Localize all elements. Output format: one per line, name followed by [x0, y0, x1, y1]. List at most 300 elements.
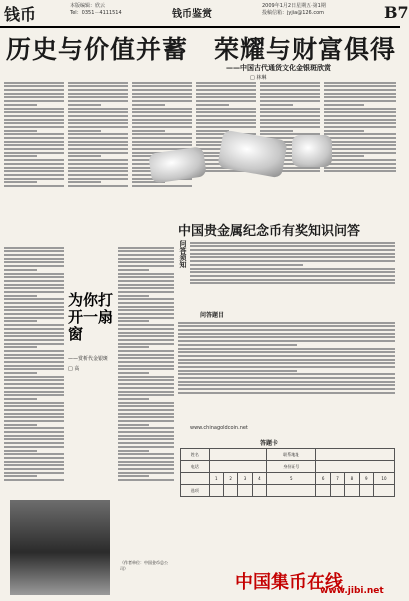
text-line	[118, 250, 174, 252]
text-line	[178, 359, 395, 361]
text-line	[118, 269, 149, 271]
text-line	[178, 384, 395, 386]
text-line	[68, 104, 101, 106]
text-line	[324, 144, 396, 146]
text-line	[178, 348, 395, 350]
text-line	[4, 446, 64, 448]
questions-label: 问答题目	[200, 312, 225, 319]
text-line	[4, 306, 64, 308]
text-line	[324, 89, 396, 91]
text-line	[178, 355, 395, 357]
text-line	[4, 82, 64, 84]
site-watermark-url: www.jibi.net	[320, 586, 384, 596]
text-line	[4, 453, 64, 455]
question-number: 1	[209, 473, 223, 485]
answer-cell[interactable]	[373, 485, 394, 497]
text-line	[118, 280, 174, 282]
text-line	[118, 335, 174, 337]
answer-cell[interactable]	[359, 485, 373, 497]
newspaper-logo: 钱币	[4, 5, 37, 24]
text-line	[324, 163, 396, 165]
contest-questions	[178, 320, 395, 430]
site-watermark: 中国集币在线	[235, 572, 343, 593]
text-line	[4, 402, 64, 404]
text-line	[4, 185, 64, 187]
text-line	[118, 416, 174, 418]
question-number: 5	[267, 473, 316, 485]
answer-cell[interactable]	[238, 485, 252, 497]
text-line	[324, 126, 396, 128]
text-line	[118, 450, 149, 452]
contest-title: 中国贵金属纪念币有奖知识问答	[178, 224, 361, 239]
text-line	[324, 137, 396, 139]
text-line	[118, 372, 149, 374]
text-line	[324, 119, 396, 121]
text-line	[178, 325, 395, 327]
text-line	[118, 479, 174, 481]
text-line	[132, 111, 192, 113]
text-line	[68, 148, 128, 150]
text-line	[4, 163, 64, 165]
text-line	[118, 357, 174, 359]
silver-ingot-image	[292, 135, 332, 167]
text-line	[68, 152, 128, 154]
text-line	[4, 328, 64, 330]
text-line	[68, 111, 128, 113]
text-column	[68, 80, 128, 240]
text-line	[118, 346, 149, 348]
text-line	[260, 89, 320, 91]
text-line	[4, 464, 64, 466]
text-line	[260, 82, 320, 84]
text-line	[4, 178, 64, 180]
text-line	[4, 332, 64, 334]
text-line	[178, 392, 395, 394]
contest-website: www.chinagoldcoin.net	[190, 425, 248, 431]
text-line	[118, 291, 174, 293]
text-line	[260, 115, 320, 117]
text-line	[190, 242, 395, 244]
text-line	[178, 370, 297, 372]
answer-card-title: 答题卡	[260, 440, 279, 447]
text-line	[4, 130, 37, 132]
text-line	[118, 442, 174, 444]
text-line	[4, 391, 64, 393]
text-line	[4, 261, 64, 263]
text-line	[132, 144, 192, 146]
text-line	[118, 464, 174, 466]
text-line	[4, 174, 64, 176]
text-line	[132, 141, 192, 143]
text-line	[118, 298, 174, 300]
text-line	[118, 472, 174, 474]
text-line	[132, 93, 192, 95]
text-line	[68, 100, 128, 102]
sidebar-heading: 为你打开一扇窗	[68, 291, 114, 343]
text-line	[68, 185, 128, 187]
text-line	[196, 115, 256, 117]
text-line	[4, 280, 64, 282]
text-line	[68, 133, 128, 135]
text-line	[4, 148, 64, 150]
text-line	[118, 409, 174, 411]
text-line	[4, 350, 64, 352]
text-line	[4, 115, 64, 117]
text-line	[4, 442, 64, 444]
text-line	[324, 115, 396, 117]
answer-cell[interactable]	[330, 485, 344, 497]
text-line	[4, 339, 64, 341]
text-line	[196, 122, 256, 124]
text-line	[4, 152, 64, 154]
text-line	[196, 108, 256, 110]
text-line	[4, 461, 64, 463]
question-number: 10	[373, 473, 394, 485]
text-line	[4, 170, 64, 172]
text-line	[4, 108, 64, 110]
card-label	[181, 473, 210, 485]
text-line	[118, 309, 174, 311]
text-line	[118, 387, 174, 389]
text-line	[260, 119, 320, 121]
text-line	[196, 100, 256, 102]
text-line	[118, 332, 174, 334]
article-subtitle: ——中国古代通货文化金银斑欣赏	[226, 64, 331, 72]
text-line	[324, 104, 364, 106]
text-line	[324, 111, 396, 113]
text-line	[324, 82, 396, 84]
text-line	[4, 273, 64, 275]
text-line	[4, 167, 64, 169]
text-line	[190, 275, 395, 277]
text-line	[4, 387, 64, 389]
text-line	[178, 381, 395, 383]
text-line	[118, 435, 174, 437]
text-line	[4, 376, 64, 378]
text-line	[196, 104, 229, 106]
editor-info	[70, 3, 122, 17]
text-line	[4, 472, 64, 474]
text-line	[260, 126, 320, 128]
text-column	[4, 80, 64, 240]
text-line	[178, 329, 395, 331]
answer-cell[interactable]	[316, 485, 330, 497]
text-line	[190, 264, 303, 266]
text-line	[196, 96, 256, 98]
text-line	[4, 287, 64, 289]
text-line	[118, 284, 174, 286]
text-line	[4, 405, 64, 407]
text-line	[118, 320, 149, 322]
text-line	[324, 141, 396, 143]
text-line	[68, 122, 128, 124]
answer-cell[interactable]	[345, 485, 359, 497]
text-line	[4, 133, 64, 135]
text-line	[118, 383, 174, 385]
text-line	[260, 100, 320, 102]
text-line	[178, 344, 297, 346]
text-line	[118, 287, 174, 289]
text-line	[68, 126, 128, 128]
text-line	[4, 365, 64, 367]
text-line	[68, 141, 128, 143]
text-line	[178, 340, 395, 342]
text-line	[4, 468, 64, 470]
text-line	[118, 427, 174, 429]
text-line	[4, 409, 64, 411]
text-line	[132, 133, 192, 135]
text-line	[118, 402, 174, 404]
text-line	[118, 317, 174, 319]
text-line	[260, 104, 293, 106]
text-line	[68, 85, 128, 87]
text-line	[190, 245, 395, 247]
text-line	[4, 383, 64, 385]
question-number: 9	[359, 473, 373, 485]
text-line	[132, 126, 192, 128]
card-input[interactable]	[316, 461, 395, 473]
text-line	[324, 159, 396, 161]
text-line	[190, 268, 395, 270]
text-line	[4, 475, 37, 477]
text-line	[68, 167, 128, 169]
card-input[interactable]	[209, 461, 267, 473]
text-line	[196, 93, 256, 95]
text-line	[4, 295, 37, 297]
text-line	[178, 336, 395, 338]
text-line	[4, 159, 64, 161]
card-label: 姓名	[181, 449, 210, 461]
text-line	[4, 96, 64, 98]
text-line	[118, 247, 174, 249]
text-line	[4, 298, 64, 300]
text-line	[4, 320, 37, 322]
text-line	[4, 258, 64, 260]
text-line	[324, 167, 396, 169]
text-line	[4, 343, 64, 345]
text-line	[178, 362, 395, 364]
text-line	[196, 89, 256, 91]
text-line	[118, 368, 174, 370]
text-line	[118, 446, 174, 448]
text-line	[132, 130, 165, 132]
text-line	[4, 416, 64, 418]
text-line	[4, 155, 37, 157]
answer-cell[interactable]	[223, 485, 237, 497]
text-line	[4, 450, 37, 452]
text-line	[324, 108, 396, 110]
text-line	[190, 253, 395, 255]
text-line	[4, 368, 64, 370]
card-row	[181, 485, 395, 497]
text-line	[4, 302, 64, 304]
text-line	[132, 89, 192, 91]
article-title: 历史与价值并蓄 荣耀与财富俱得	[6, 35, 397, 64]
text-line	[4, 427, 64, 429]
answer-cell[interactable]	[252, 485, 266, 497]
card-label: 电话	[181, 461, 210, 473]
text-line	[4, 137, 64, 139]
question-number: 2	[223, 473, 237, 485]
text-line	[190, 279, 395, 281]
text-line	[260, 93, 320, 95]
sidebar-byline: □ 高	[68, 366, 80, 372]
text-line	[118, 394, 174, 396]
text-line	[118, 343, 174, 345]
text-line	[118, 461, 174, 463]
text-line	[4, 254, 64, 256]
text-line	[118, 361, 174, 363]
text-line	[4, 379, 64, 381]
text-line	[68, 82, 128, 84]
text-line	[118, 468, 174, 470]
text-line	[4, 141, 64, 143]
answer-cell[interactable]	[209, 485, 223, 497]
text-line	[118, 261, 174, 263]
text-line	[118, 391, 174, 393]
article-author: □ 林琳	[250, 75, 267, 81]
text-line	[4, 247, 64, 249]
text-line	[118, 354, 174, 356]
text-line	[178, 351, 395, 353]
question-number: 3	[238, 473, 252, 485]
text-line	[132, 122, 192, 124]
text-line	[68, 137, 128, 139]
text-line	[118, 438, 174, 440]
text-line	[118, 413, 174, 415]
photo-caption: （作者单位：中国金币总公司）	[120, 560, 168, 571]
text-line	[4, 181, 37, 183]
text-line	[324, 122, 396, 124]
card-row	[181, 473, 395, 485]
issue-date: 2009年1月2日星期五·第1期	[262, 3, 326, 9]
text-line	[118, 379, 174, 381]
text-line	[190, 249, 395, 251]
text-line	[178, 333, 395, 335]
text-line	[68, 96, 128, 98]
text-line	[196, 82, 256, 84]
text-line	[4, 144, 64, 146]
issue-info	[262, 3, 326, 17]
text-line	[4, 413, 64, 415]
text-column	[118, 245, 174, 595]
text-line	[68, 119, 128, 121]
text-line	[68, 89, 128, 91]
text-line	[4, 435, 64, 437]
text-line	[118, 376, 174, 378]
text-line	[4, 313, 64, 315]
text-line	[324, 133, 396, 135]
text-line	[118, 398, 149, 400]
page-number: B7	[384, 3, 409, 22]
text-line	[68, 163, 128, 165]
text-line	[4, 284, 64, 286]
text-line	[4, 126, 64, 128]
sidebar-subheading: ——赏析代金银斑	[68, 356, 109, 362]
question-number: 7	[330, 473, 344, 485]
text-line	[118, 258, 174, 260]
question-number: 4	[252, 473, 266, 485]
text-line	[68, 181, 101, 183]
text-line	[118, 328, 174, 330]
text-column	[324, 80, 396, 215]
text-line	[118, 306, 174, 308]
text-line	[132, 82, 192, 84]
text-line	[4, 276, 64, 278]
text-line	[68, 108, 128, 110]
text-line	[4, 346, 37, 348]
text-line	[190, 260, 395, 262]
card-row	[181, 461, 395, 473]
card-label: 选项	[181, 485, 210, 497]
text-line	[4, 122, 64, 124]
text-line	[132, 115, 192, 117]
text-line	[324, 85, 396, 87]
text-line	[118, 475, 149, 477]
text-line	[68, 144, 128, 146]
text-line	[4, 420, 64, 422]
card-label: 身份证号	[267, 461, 316, 473]
text-line	[260, 130, 293, 132]
text-line	[68, 155, 101, 157]
card-input[interactable]	[209, 449, 267, 461]
text-line	[4, 479, 64, 481]
text-line	[132, 108, 192, 110]
text-line	[324, 96, 396, 98]
text-line	[118, 424, 149, 426]
text-line	[178, 366, 395, 368]
text-line	[4, 324, 64, 326]
text-line	[178, 322, 395, 324]
text-line	[260, 122, 320, 124]
text-line	[68, 174, 128, 176]
text-line	[4, 398, 37, 400]
card-input[interactable]	[316, 449, 395, 461]
text-line	[4, 354, 64, 356]
text-line	[260, 85, 320, 87]
question-number: 8	[345, 473, 359, 485]
text-line	[68, 159, 128, 161]
text-line	[4, 438, 64, 440]
text-line	[4, 431, 64, 433]
text-line	[178, 373, 395, 375]
text-line	[4, 100, 64, 102]
text-line	[118, 276, 174, 278]
text-line	[118, 313, 174, 315]
text-line	[196, 126, 256, 128]
card-row	[181, 449, 395, 461]
text-line	[4, 250, 64, 252]
text-line	[190, 271, 395, 273]
text-line	[260, 108, 320, 110]
answer-cell[interactable]	[267, 485, 316, 497]
submission-email: 投稿信箱：jyjia@126.com	[262, 10, 325, 16]
text-line	[324, 93, 396, 95]
text-line	[4, 85, 64, 87]
text-line	[118, 265, 174, 267]
text-line	[196, 130, 229, 132]
text-line	[4, 394, 64, 396]
contest-rules	[190, 240, 395, 305]
text-line	[132, 104, 165, 106]
text-line	[118, 365, 174, 367]
question-number: 6	[316, 473, 330, 485]
text-line	[196, 85, 256, 87]
text-line	[118, 405, 174, 407]
text-line	[4, 317, 64, 319]
text-line	[260, 96, 320, 98]
text-line	[4, 265, 64, 267]
